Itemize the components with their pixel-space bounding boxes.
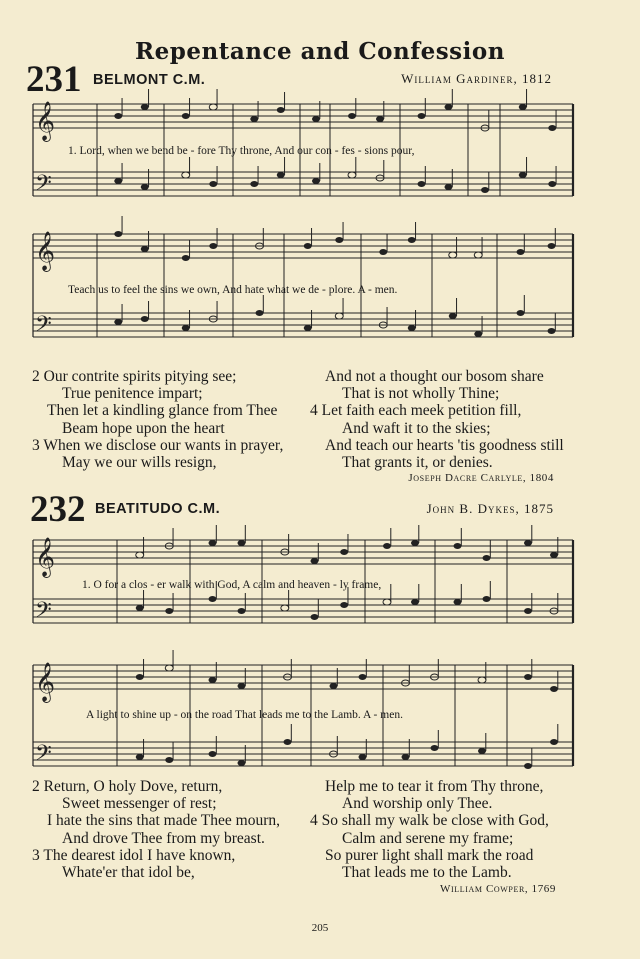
lyric-line: 1. O for a clos - er walk with God, A calm and heaven - ly frame, <box>82 579 382 591</box>
verse-line: Then let a kindling glance from Thee <box>47 402 278 420</box>
verse-line: 4 So shall my walk be close with God, <box>310 812 549 830</box>
verse-line: 3 When we disclose our wants in prayer, <box>32 436 284 454</box>
lyric-line: 1. Lord, when we bend be - fore Thy throne, And our con - fes - sions pour, <box>68 145 415 157</box>
verse-line: That leads me to the Lamb. <box>342 864 512 882</box>
tune-name: BELMONT C.M. <box>93 72 206 88</box>
verse-line: And not a thought our bosom share <box>325 368 544 385</box>
verses-right <box>310 778 549 881</box>
composer: John B. Dykes, 1875 <box>426 501 554 516</box>
verse-line: And waft it to the skies; <box>342 419 491 437</box>
verse-line: And worship only Thee. <box>342 795 493 813</box>
tune-name: BEATITUDO C.M. <box>95 501 221 517</box>
hymn-number: 231 <box>26 59 82 100</box>
svg-text:𝄢: 𝄢 <box>35 741 52 771</box>
svg-text:𝄢: 𝄢 <box>35 312 52 342</box>
verse-line: Beam hope upon the heart <box>62 419 225 437</box>
verse-line: And teach our hearts 'tis goodness still <box>325 436 564 454</box>
verse-line: 2 Our contrite spirits pitying see; <box>32 368 237 385</box>
lyric-line: A light to shine up - on the road That leads me to the Lamb. A - men. <box>86 709 403 721</box>
author: William Cowper, 1769 <box>440 883 556 895</box>
verse-line: And drove Thee from my breast. <box>62 829 265 847</box>
verse-line: Whate'er that idol be, <box>62 864 195 882</box>
svg-text:𝄞: 𝄞 <box>35 231 56 271</box>
section-title: Repentance and Confession <box>135 38 505 65</box>
verse-line: Calm and serene my frame; <box>342 829 514 847</box>
verses-left <box>32 368 283 471</box>
verses-right <box>310 368 564 471</box>
page-number: 205 <box>311 922 329 934</box>
hymn-number: 232 <box>30 489 86 530</box>
lyric-line: Teach us to feel the sins we own, And hate what we de - plore. A - men. <box>68 284 398 296</box>
verses-left <box>32 778 280 881</box>
verse-line: I hate the sins that made Thee mourn, <box>47 812 281 830</box>
verse-line: That is not wholly Thine; <box>342 385 500 403</box>
composer: William Gardiner, 1812 <box>401 71 552 86</box>
author: Joseph Dacre Carlyle, 1804 <box>408 472 554 484</box>
svg-text:𝄢: 𝄢 <box>35 598 52 628</box>
verse-line: That grants it, or denies. <box>342 454 493 472</box>
verse-line: 4 Let faith each meek petition fill, <box>310 402 522 420</box>
verse-line: Help me to tear it from Thy throne, <box>325 778 544 795</box>
verse-line: Sweet messenger of rest; <box>62 795 217 813</box>
svg-text:𝄞: 𝄞 <box>35 662 56 702</box>
svg-text:𝄞: 𝄞 <box>35 537 56 577</box>
verse-line: True penitence impart; <box>62 385 203 403</box>
verse-line: May we our wills resign, <box>62 454 217 472</box>
svg-text:𝄞: 𝄞 <box>35 101 56 141</box>
svg-text:𝄢: 𝄢 <box>35 171 52 201</box>
verse-line: So purer light shall mark the road <box>325 846 534 864</box>
verse-line: 2 Return, O holy Dove, return, <box>32 778 223 795</box>
verse-line: 3 The dearest idol I have known, <box>32 846 236 864</box>
